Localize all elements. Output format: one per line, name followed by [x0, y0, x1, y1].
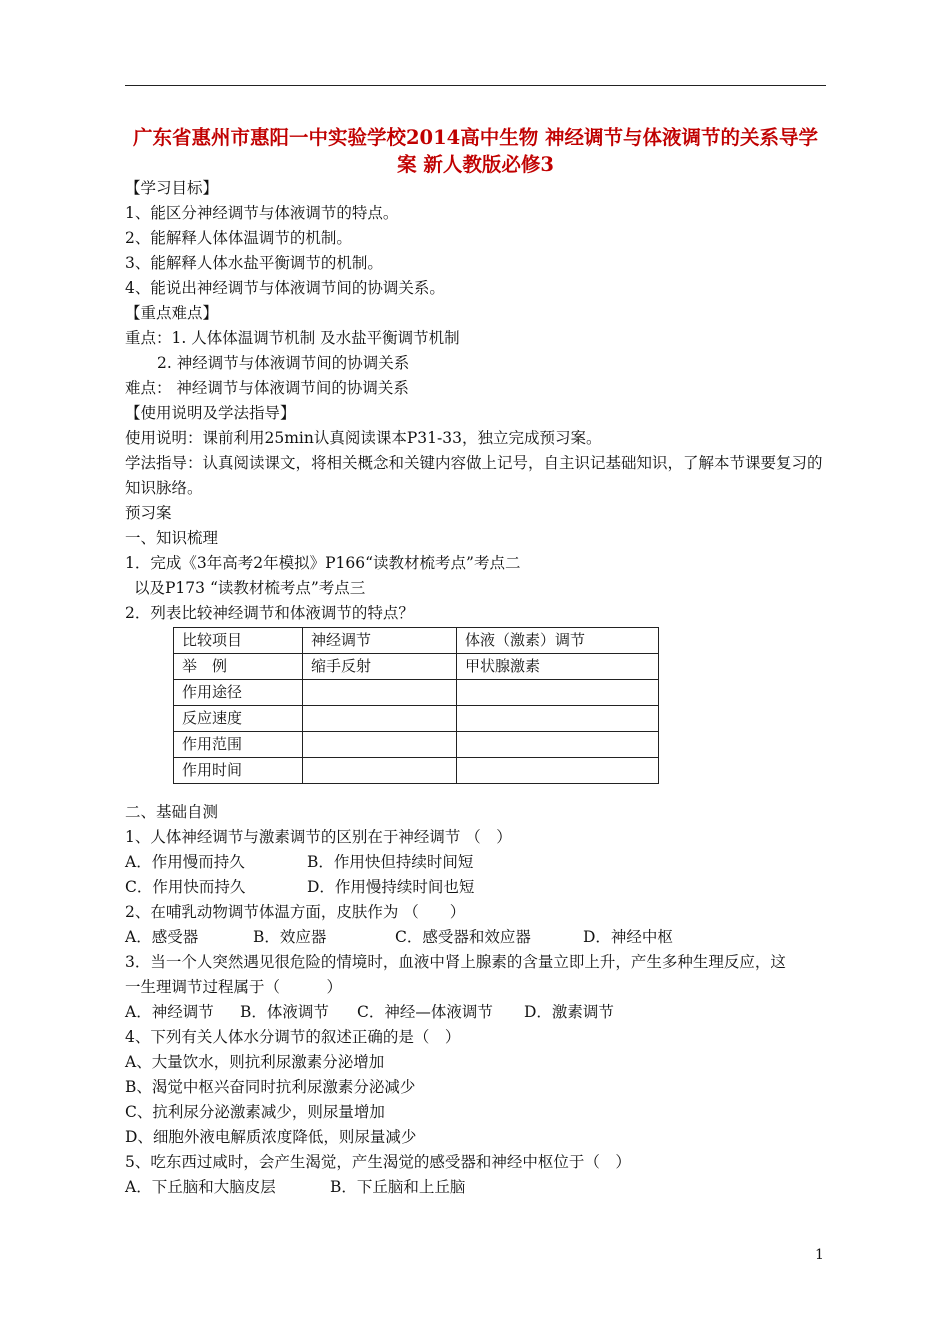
guide-heading: 【使用说明及学法指导】 — [125, 404, 296, 422]
document-body — [125, 176, 830, 1200]
method-note: 学法指导：认真阅读课文，将相关概念和关键内容做上记号，自主识记基础知识，了解本节课要复习的知识脉络。 — [125, 454, 823, 497]
key-point-1: 重点：1. 人体体温调节机制 及水盐平衡调节机制 — [125, 329, 460, 347]
table-cell: 反应速度 — [174, 706, 303, 732]
page-number: 1 — [815, 1247, 824, 1263]
goal-item: 2、能解释人体体温调节的机制。 — [125, 229, 352, 247]
question-3-line-2: 一生理调节过程属于（ ） — [125, 978, 343, 996]
table-header-cell: 神经调节 — [303, 628, 457, 654]
question-5-options — [125, 1175, 830, 1200]
option: A．感受器 — [125, 928, 199, 946]
section-knowledge: 一、知识梳理 — [125, 529, 219, 547]
question-1: 1、人体神经调节与激素调节的区别在于神经调节 （ ） — [125, 828, 512, 846]
difficulty-point: 难点： 神经调节与体液调节间的协调关系 — [125, 379, 409, 397]
question-2-options — [125, 925, 830, 950]
option: D．作用慢持续时间也短 — [307, 878, 475, 896]
option: A．神经调节 — [125, 1003, 214, 1021]
question-4-option: B、渴觉中枢兴奋同时抗利尿激素分泌减少 — [125, 1078, 416, 1096]
question-4-option: C、抗利尿分泌激素减少，则尿量增加 — [125, 1103, 385, 1121]
table-row — [174, 732, 659, 758]
key-point-2: 2. 神经调节与体液调节间的协调关系 — [157, 354, 410, 372]
table-header-cell: 体液（激素）调节 — [457, 628, 659, 654]
table-cell — [303, 706, 457, 732]
section-selftest: 二、基础自测 — [125, 803, 219, 821]
goal-item: 4、能说出神经调节与体液调节间的协调关系。 — [125, 279, 445, 297]
table-cell — [303, 732, 457, 758]
question-2: 2、在哺乳动物调节体温方面，皮肤作为 （ ） — [125, 903, 466, 921]
option: D．激素调节 — [524, 1003, 614, 1021]
table-cell: 举 例 — [174, 654, 303, 680]
task-1: 1．完成《3年高考2年模拟》P166“读教材梳考点”考点二 — [125, 554, 521, 572]
table-row — [174, 758, 659, 784]
option: B．下丘脑和上丘脑 — [330, 1178, 466, 1196]
goals-heading: 【学习目标】 — [125, 179, 219, 197]
question-1-options-ab — [125, 850, 830, 875]
question-3-line-1: 3．当一个人突然遇见很危险的情境时，血液中肾上腺素的含量立即上升，产生多种生理反应，这 — [125, 953, 786, 971]
table-cell: 作用时间 — [174, 758, 303, 784]
question-3-options — [125, 1000, 830, 1025]
option: D．神经中枢 — [583, 928, 673, 946]
comparison-table — [173, 627, 659, 784]
goal-item: 3、能解释人体水盐平衡调节的机制。 — [125, 254, 383, 272]
option: B．效应器 — [253, 928, 327, 946]
table-cell: 缩手反射 — [303, 654, 457, 680]
option: C．神经—体液调节 — [357, 1003, 493, 1021]
table-cell: 甲状腺激素 — [457, 654, 659, 680]
table-cell — [457, 706, 659, 732]
option: A．作用慢而持久 — [125, 853, 245, 871]
option: C．感受器和效应器 — [395, 928, 531, 946]
table-header-cell: 比较项目 — [174, 628, 303, 654]
table-cell — [457, 680, 659, 706]
question-4: 4、下列有关人体水分调节的叙述正确的是（ ） — [125, 1028, 461, 1046]
table-cell — [457, 732, 659, 758]
question-5: 5、吃东西过咸时，会产生渴觉，产生渴觉的感受器和神经中枢位于（ ） — [125, 1153, 631, 1171]
document-title: 广东省惠州市惠阳一中实验学校2014高中生物 神经调节与体液调节的关系导学案 新人教版必修3 — [132, 126, 819, 176]
option: C．作用快而持久 — [125, 878, 246, 896]
option: B．体液调节 — [240, 1003, 329, 1021]
table-row — [174, 654, 659, 680]
option: A．下丘脑和大脑皮层 — [125, 1178, 276, 1196]
table-row — [174, 680, 659, 706]
table-header-row — [174, 628, 659, 654]
task-2: 2．列表比较神经调节和体液调节的特点？ — [125, 604, 414, 622]
table-cell — [303, 758, 457, 784]
question-1-options-cd — [125, 875, 830, 900]
question-4-option: A、大量饮水，则抗利尿激素分泌增加 — [125, 1053, 385, 1071]
goal-item: 1、能区分神经调节与体液调节的特点。 — [125, 204, 399, 222]
usage-note: 使用说明：课前利用25min认真阅读课本P31-33，独立完成预习案。 — [125, 429, 602, 447]
table-cell: 作用途径 — [174, 680, 303, 706]
keypoints-heading: 【重点难点】 — [125, 304, 219, 322]
option: B．作用快但持续时间短 — [307, 853, 474, 871]
header-rule — [125, 85, 826, 86]
question-4-option: D、细胞外液电解质浓度降低，则尿量减少 — [125, 1128, 417, 1146]
table-cell: 作用范围 — [174, 732, 303, 758]
task-1-continued: 以及P173 “读教材梳考点”考点三 — [134, 579, 366, 597]
preview-label: 预习案 — [125, 504, 172, 522]
table-cell — [457, 758, 659, 784]
table-row — [174, 706, 659, 732]
table-cell — [303, 680, 457, 706]
